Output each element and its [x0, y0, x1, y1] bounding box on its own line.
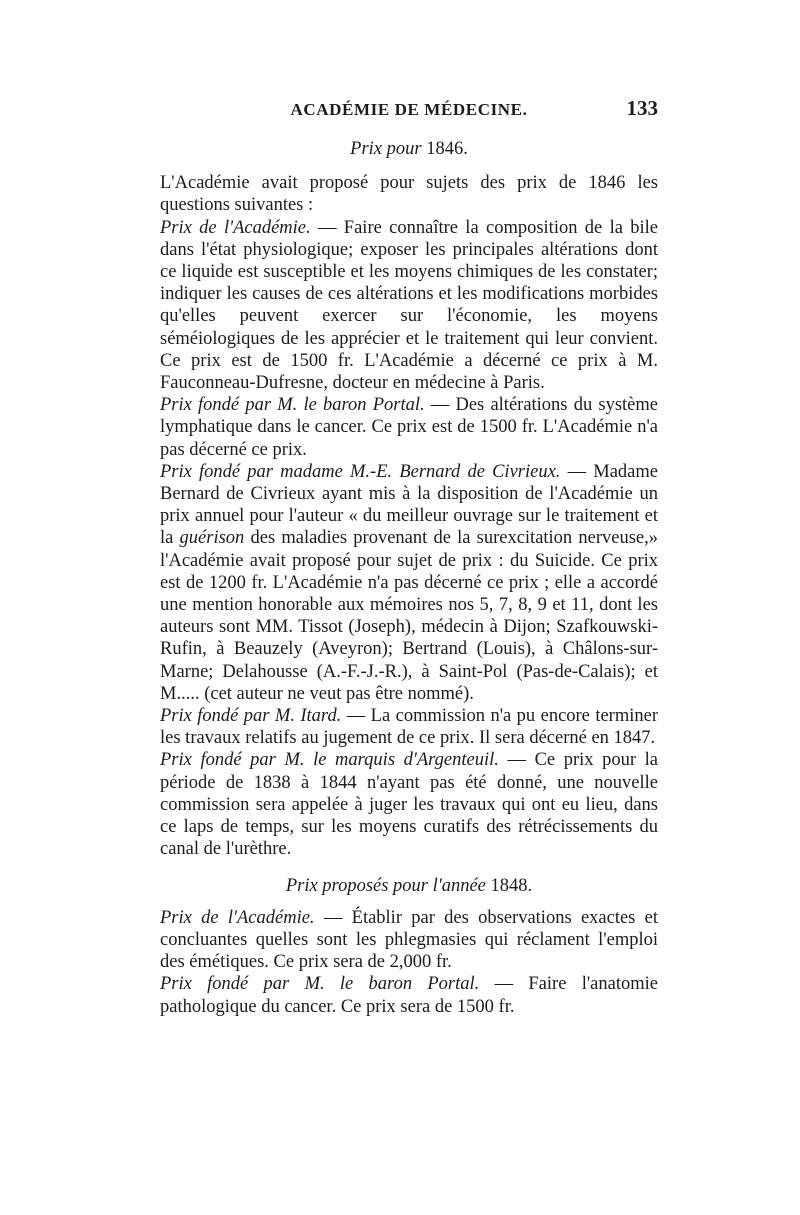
- section-title-1846: [160, 138, 658, 160]
- page-body: [160, 138, 658, 1018]
- italic-term: guérison: [179, 528, 245, 549]
- section-title-1848: [160, 875, 658, 897]
- prize-text-continued: des maladies provenant de la surexcitation nerveuse,» l'Académie avait proposé pour sujet de prix : du Suicide. Ce prix est de 1200 fr. L'Académie n'a pas décerné ce prix ; elle a accordé une mention honorable aux mémoires nos 5, 7, 8, 9 et 11, dont les auteurs sont MM. Tissot (Joseph), médecin à Dijon; Szafkouwski-Rufin, à Beauzely (Aveyron); Bertrand (Louis), à Châlons-sur-Marne; Delahousse (A.-F.-J.-R.), à Saint-Pol (Pas-de-Calais); et M..... (cet auteur ne veut pas être nommé).: [160, 528, 658, 704]
- section-title-1848-label: Prix proposés pour l'année: [285, 875, 486, 896]
- intro-paragraph: L'Académie avait proposé pour sujets des prix de 1846 les questions suivantes :: [160, 173, 658, 216]
- prize-label: Prix fondé par M. Itard.: [160, 706, 342, 727]
- section-title-1848-year: 1848.: [490, 875, 533, 896]
- prize-entry: [160, 705, 658, 749]
- prize-label: Prix fondé par M. le marquis d'Argenteuil.: [160, 750, 499, 771]
- prize-entry: [160, 461, 658, 705]
- prize-label: Prix de l'Académie.: [160, 217, 311, 238]
- prize-entry: [160, 749, 658, 860]
- prize-text: — Des altérations du système lymphatique dans le cancer. Ce prix est de 1500 fr. L'Académie n'a pas décerné ce prix.: [160, 395, 658, 460]
- prize-label: Prix fondé par madame M.-E. Bernard de Civrieux.: [160, 461, 561, 482]
- section-title-1846-label: Prix pour: [350, 139, 422, 159]
- prize-entry: [160, 907, 658, 974]
- prize-text: — Faire l'anatomie pathologique du cancer. Ce prix sera de 1500 fr.: [160, 974, 658, 1017]
- prize-text: — Madame Bernard de Civrieux ayant mis à la disposition de l'Académie un prix annuel pour l'auteur « du meilleur ouvrage sur le traitement et la: [160, 461, 658, 549]
- prize-label: Prix fondé par M. le baron Portal.: [160, 974, 480, 995]
- prize-text: — Faire connaître la composition de la bile dans l'état physiologique; exposer les principales altérations dont ce liquide est susceptible et les moyens chimiques de les constater; indiquer les causes de ces altérations et les modifications morbides qu'elles peuvent exercer sur l'économie, les moyens séméiologiques de les apprécier et le traitement qui leur convient. Ce prix est de 1500 fr. L'Académie a décerné ce prix à M. Fauconneau-Dufresne, docteur en médecine à Paris.: [160, 217, 659, 394]
- prize-text: — La commission n'a pu encore terminer les travaux relatifs au jugement de ce prix. Il sera décerné en 1847.: [160, 706, 658, 749]
- prize-text: — Ce prix pour la période de 1838 à 1844 n'ayant pas été donné, une nouvelle commission sera appelée à juger les travaux qui ont eu lieu, dans ce laps de temps, sur les moyens curatifs des rétrécissements du canal de l'urèthre.: [160, 750, 658, 860]
- page-number: 133: [626, 96, 658, 120]
- prize-entry: [160, 217, 658, 395]
- prize-label: Prix de l'Académie.: [160, 907, 315, 928]
- section-title-1846-year: 1846.: [426, 139, 468, 159]
- prize-text: — Établir par des observations exactes et concluantes quelles sont les phlegmasies qui réclament l'emploi des émétiques. Ce prix sera de 2,000 fr.: [160, 907, 659, 973]
- prize-entry: [160, 973, 658, 1017]
- running-title: ACADÉMIE DE MÉDECINE.: [290, 100, 528, 119]
- page-header: [160, 96, 658, 126]
- prize-entry: [160, 394, 658, 461]
- prize-label: Prix fondé par M. le baron Portal.: [160, 395, 425, 416]
